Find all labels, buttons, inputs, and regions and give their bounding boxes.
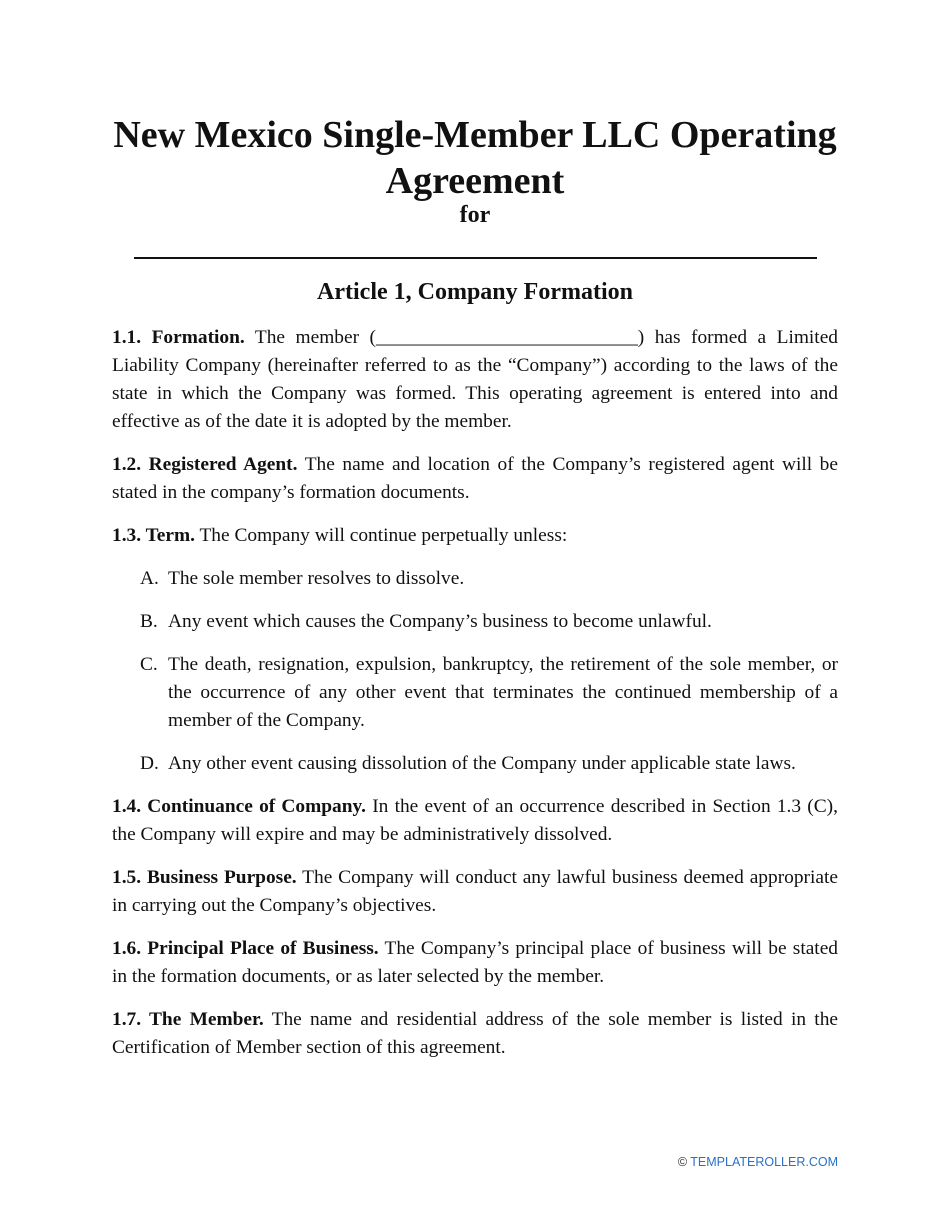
list-item <box>112 565 838 593</box>
section-1-1-text: The member (___________________________) has formed a Limited Liability Company (hereinafter referred to as the “Company”) according to the laws of the state in which the Company was formed. This operating agreement is entered into and effective as of the date it is adopted by the member. <box>112 327 838 432</box>
footer-credit <box>678 1154 838 1170</box>
list-item-letter: A. <box>140 568 159 589</box>
list-item-text: Any event which causes the Company’s business to become unlawful. <box>168 611 712 632</box>
list-item-text: The sole member resolves to dissolve. <box>168 568 465 589</box>
copyright-symbol: © <box>677 1155 688 1169</box>
section-1-2-heading: 1.2. Registered Agent. <box>112 454 298 475</box>
section-1-1-heading: 1.1. Formation. <box>112 327 245 348</box>
section-1-2 <box>112 451 838 507</box>
section-1-1 <box>112 324 838 436</box>
article-heading: Article 1, Company Formation <box>317 279 633 305</box>
list-item-text: Any other event causing dissolution of the Company under applicable state laws. <box>168 753 796 774</box>
section-1-6-text: The Company’s principal place of business will be stated in the formation documents, or as later selected by the member. <box>112 938 838 987</box>
section-1-5-heading: 1.5. Business Purpose. <box>112 867 297 888</box>
templateroller-link[interactable]: TEMPLATEROLLER.COM <box>690 1155 838 1169</box>
section-1-4-heading: 1.4. Continuance of Company. <box>112 796 367 817</box>
section-1-2-text: The name and location of the Company’s registered agent will be stated in the company’s formation documents. <box>112 454 838 503</box>
article-body <box>112 324 838 1077</box>
term-conditions-list <box>112 565 838 778</box>
title-divider <box>134 257 817 259</box>
list-item <box>112 651 838 735</box>
section-1-7 <box>112 1006 838 1062</box>
section-1-3-text: The Company will continue perpetually unless: <box>194 525 568 546</box>
section-1-4-text: In the event of an occurrence described in Section 1.3 (C), the Company will expire and may be administratively dissolved. <box>112 796 838 845</box>
list-item-letter: D. <box>140 753 159 774</box>
document-subtitle: for <box>459 202 491 228</box>
section-1-3 <box>112 522 838 550</box>
section-1-3-heading: 1.3. Term. <box>112 525 195 546</box>
document-title: New Mexico Single-Member LLC Operating Agreement <box>113 114 837 202</box>
section-1-7-heading: 1.7. The Member. <box>112 1009 264 1030</box>
list-item <box>112 750 838 778</box>
section-1-6 <box>112 935 838 991</box>
list-item-text: The death, resignation, expulsion, bankruptcy, the retirement of the sole member, or the occurrence of any other event that terminates the continued membership of a member of the Company. <box>168 654 838 731</box>
section-1-5 <box>112 864 838 920</box>
section-1-4 <box>112 793 838 849</box>
list-item-letter: C. <box>140 654 158 675</box>
section-1-7-text: The name and residential address of the sole member is listed in the Certification of Member section of this agreement. <box>112 1009 838 1058</box>
list-item-letter: B. <box>140 611 158 632</box>
section-1-5-text: The Company will conduct any lawful business deemed appropriate in carrying out the Company’s objectives. <box>112 867 838 916</box>
section-1-6-heading: 1.6. Principal Place of Business. <box>112 938 379 959</box>
list-item <box>112 608 838 636</box>
